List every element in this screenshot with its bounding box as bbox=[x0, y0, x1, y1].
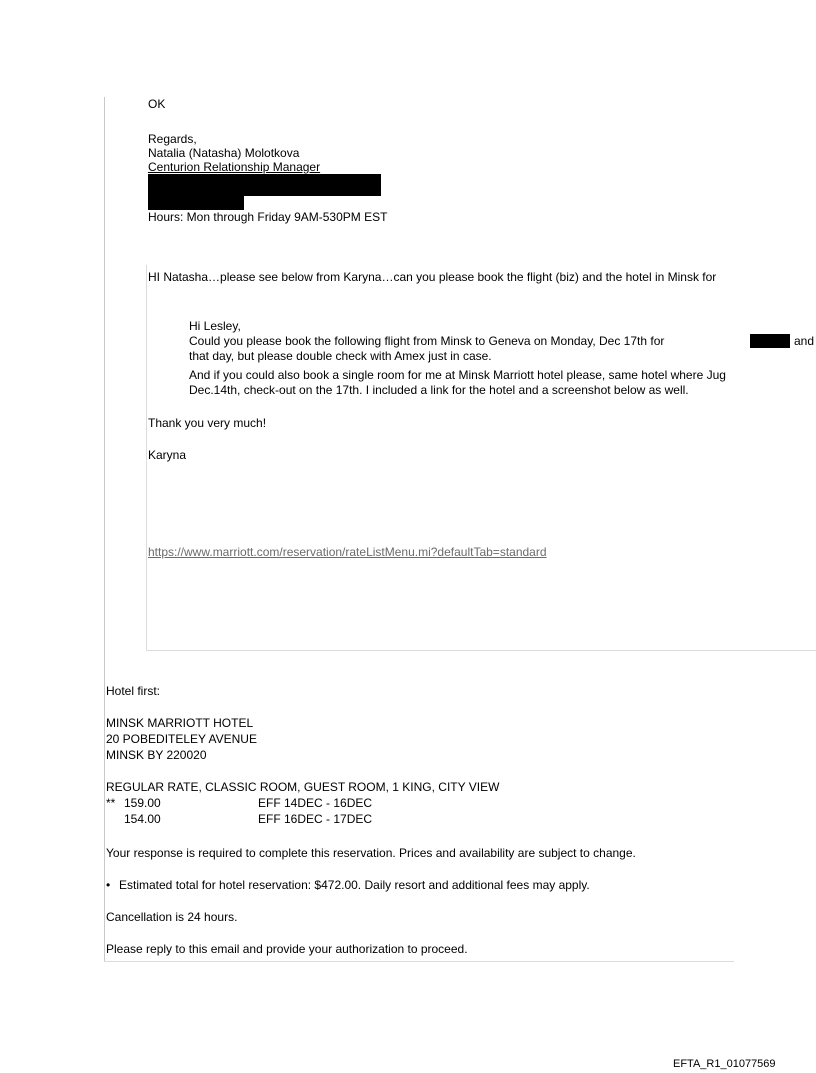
reply-ok: OK bbox=[148, 97, 166, 111]
quote-border-bottom bbox=[104, 961, 734, 962]
document-id: EFTA_R1_01077569 bbox=[673, 1058, 776, 1070]
note-signature: Karyna bbox=[148, 448, 187, 462]
regards-line: Regards, bbox=[148, 132, 197, 146]
redaction-block bbox=[148, 174, 381, 196]
hotel-address-2: MINSK BY 220020 bbox=[106, 748, 207, 762]
room-description: REGULAR RATE, CLASSIC ROOM, GUEST ROOM, 1 KING, CITY VIEW bbox=[106, 780, 500, 794]
authorization-request: Please reply to this email and provide your authorization to proceed. bbox=[106, 942, 468, 956]
cancellation-policy: Cancellation is 24 hours. bbox=[106, 910, 238, 924]
quote-border-left bbox=[104, 97, 105, 962]
redaction-block bbox=[148, 196, 244, 210]
sender-name: Natalia (Natasha) Molotkova bbox=[148, 146, 300, 160]
rate-dates: EFF 16DEC - 17DEC bbox=[258, 812, 373, 826]
rate-amount: 154.00 bbox=[124, 812, 161, 826]
hotel-name: MINSK MARRIOTT HOTEL bbox=[106, 716, 254, 730]
sender-title: Centurion Relationship Manager bbox=[148, 160, 321, 174]
note-line-3: And if you could also book a single room for me at Minsk Marriott hotel please, same hotel where Jug bbox=[189, 368, 726, 382]
office-hours: Hours: Mon through Friday 9AM-530PM EST bbox=[148, 210, 388, 224]
response-required-note: Your response is required to complete this reservation. Prices and availability are subject to change. bbox=[106, 846, 636, 860]
note-line-2: that day, but please double check with Amex just in case. bbox=[189, 349, 492, 363]
rate-prefix: ** bbox=[106, 796, 116, 810]
hotel-address-1: 20 POBEDITELEY AVENUE bbox=[106, 732, 257, 746]
note-greeting: Hi Lesley, bbox=[189, 319, 241, 333]
inner-quote-border-left bbox=[146, 265, 147, 650]
note-line-1: Could you please book the following flight from Minsk to Geneva on Monday, Dec 17th for bbox=[189, 334, 665, 348]
note-line-1-tail: and bbox=[794, 334, 815, 348]
note-line-4: Dec.14th, check-out on the 17th. I included a link for the hotel and a screenshot below as well. bbox=[189, 383, 689, 397]
note-thanks: Thank you very much! bbox=[148, 416, 267, 430]
estimated-total: Estimated total for hotel reservation: $472.00. Daily resort and additional fees may apply. bbox=[119, 878, 590, 892]
hotel-intro: Hotel first: bbox=[106, 684, 161, 698]
rate-amount: 159.00 bbox=[124, 796, 161, 810]
redaction-block bbox=[750, 334, 790, 348]
inner-quote-border-bottom bbox=[146, 650, 816, 651]
bullet-icon: • bbox=[106, 878, 111, 892]
rate-dates: EFF 14DEC - 16DEC bbox=[258, 796, 373, 810]
request-message: HI Natasha…please see below from Karyna…can you please book the flight (biz) and the hotel in Minsk for bbox=[148, 270, 717, 284]
marriott-link[interactable]: https://www.marriott.com/reservation/rateListMenu.mi?defaultTab=standard bbox=[148, 545, 547, 559]
